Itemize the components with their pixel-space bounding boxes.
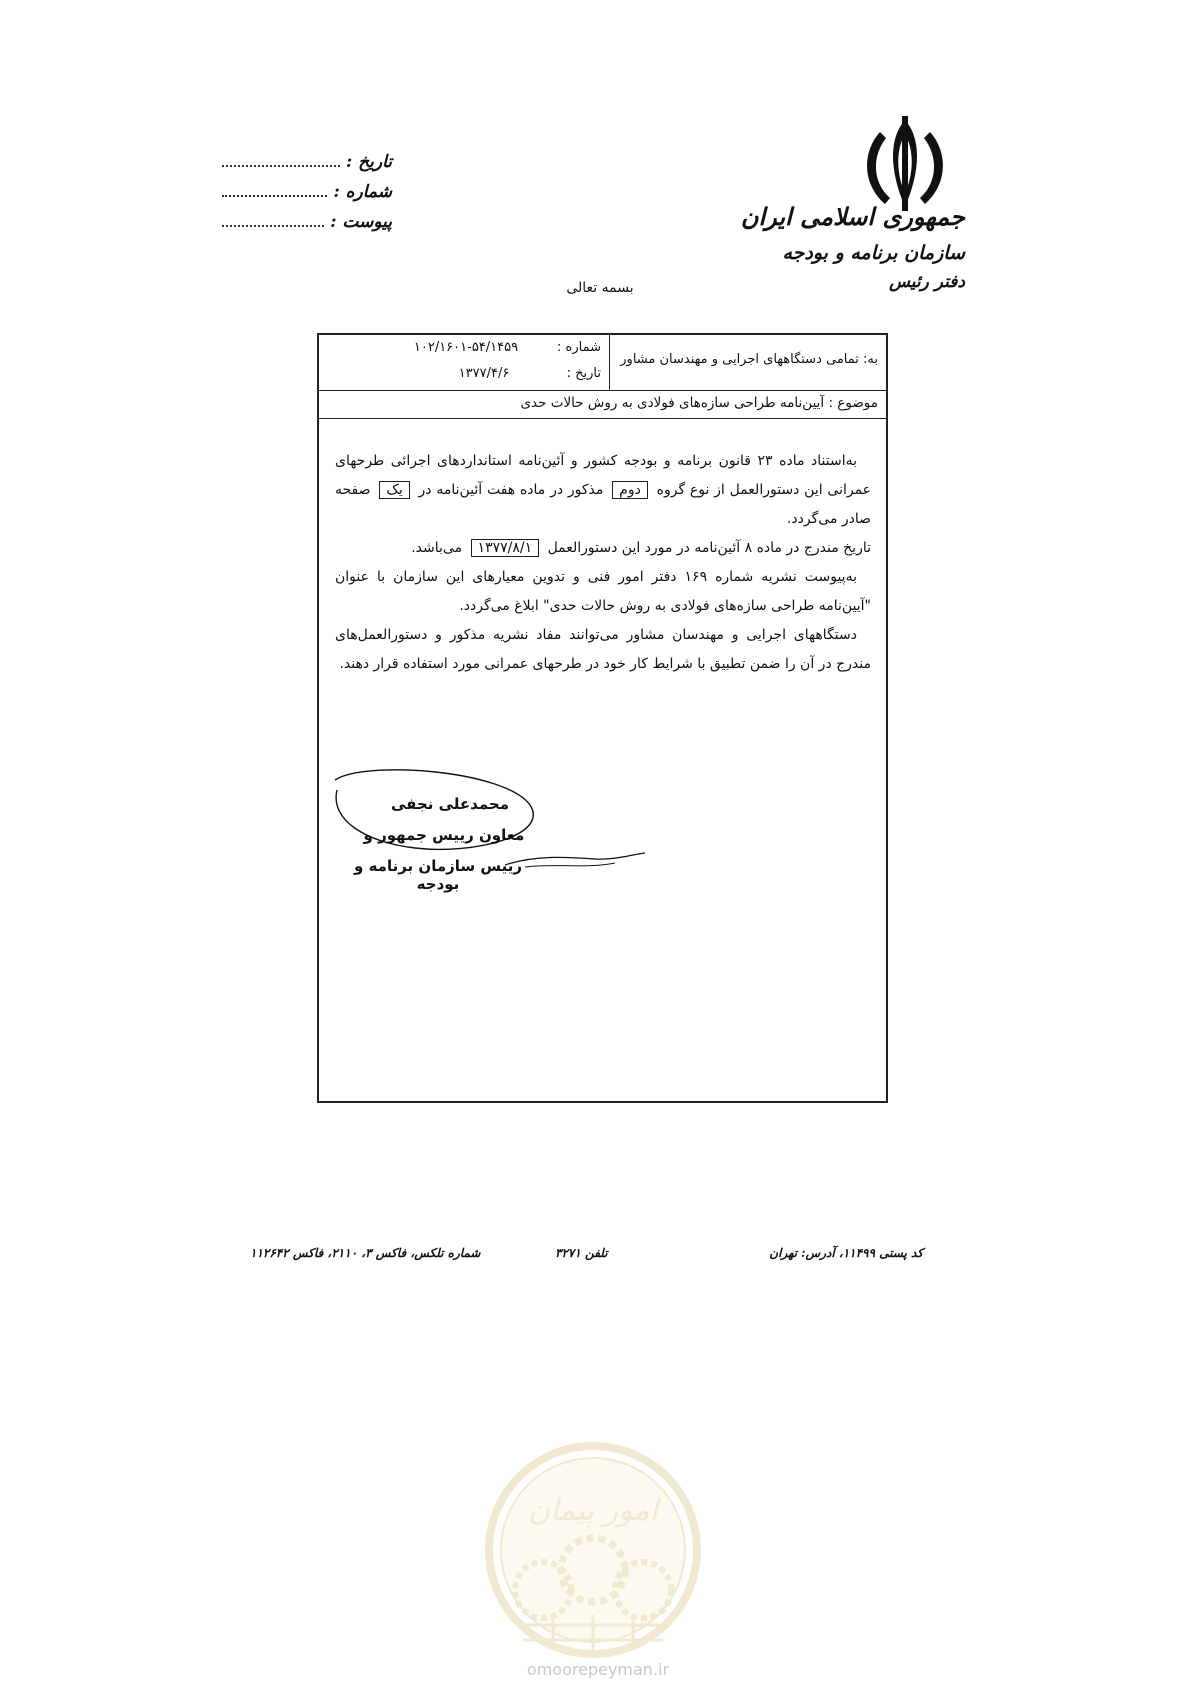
p1-text-a: به‌استناد ماده ۲۳ قانون برنامه و بودجه کشور و آئین‌نامه استانداردهای اجرائی طرحهای عمرانی این دستورالعمل از نوع گروه bbox=[335, 453, 872, 498]
pages-box: یک bbox=[379, 481, 409, 499]
watermark-logo-icon bbox=[483, 1440, 703, 1660]
meta-date-label: تاریخ : bbox=[345, 152, 392, 172]
meta-attachment-blank bbox=[222, 224, 324, 227]
meta-attachment-label: پیوست : bbox=[330, 212, 392, 232]
letter-number-label: شماره : bbox=[557, 340, 601, 355]
paragraph-2 bbox=[335, 534, 871, 563]
signer-name: محمدعلی نجفی bbox=[390, 795, 509, 813]
signature-stroke bbox=[505, 845, 645, 875]
letter-body bbox=[335, 447, 871, 679]
invocation: بسمه تعالی bbox=[566, 280, 634, 296]
watermark-brand: امور پیمان bbox=[528, 1493, 658, 1528]
letter-frame bbox=[317, 333, 888, 1103]
footer-phone: تلفن ۳۲۷۱ bbox=[555, 1246, 608, 1260]
p2-text-b: می‌باشد. bbox=[411, 540, 463, 556]
paragraph-3: به‌پیوست نشریه شماره ۱۶۹ دفتر امور فنی و تدوین معیارهای این سازمان با عنوان "آیین‌نامه طراحی سازه‌های فولادی به روش حالات حدی" ابلاغ می‌گردد. bbox=[335, 569, 871, 614]
watermark-url: omoorepeyman.ir bbox=[526, 1660, 670, 1679]
p2-text-a: تاریخ مندرج در ماده ۸ آئین‌نامه در مورد این دستورالعمل bbox=[547, 540, 871, 556]
recipient: به: تمامی دستگاههای اجرایی و مهندسان مشاور bbox=[620, 352, 878, 367]
org-office: دفتر رئیس bbox=[889, 272, 965, 292]
letter-date-value: ۱۳۷۷/۴/۶ bbox=[458, 366, 510, 381]
p1-text-b: مذکور در ماده هفت آئین‌نامه در bbox=[418, 482, 604, 498]
group-box: دوم bbox=[612, 481, 648, 499]
letter-date-label: تاریخ : bbox=[566, 366, 601, 381]
meta-date-row bbox=[222, 148, 392, 172]
footer-fax: شماره تلکس، فاکس ۳، ۲۱۱۰، فاکس ۱۱۲۶۴۲ bbox=[250, 1246, 481, 1260]
letter-number-value: ۱۰۲/۱۶۰۱-۵۴/۱۴۵۹ bbox=[413, 340, 519, 355]
subject: موضوع : آیین‌نامه طراحی سازه‌های فولادی به روش حالات حدی bbox=[520, 395, 878, 411]
org-name: جمهوری اسلامی ایران bbox=[740, 202, 965, 231]
letter-header bbox=[319, 335, 886, 391]
meta-number-label: شماره : bbox=[333, 182, 392, 202]
meta-attachment-row bbox=[222, 208, 392, 232]
p1-text-c: صفحه صادر می‌گردد. bbox=[335, 482, 871, 527]
paragraph-4: دستگاههای اجرایی و مهندسان مشاور می‌توانند مفاد نشریه مذکور و دستورالعمل‌های مندرج در آن را ضمن تطبیق با شرایط کار خود در طرحهای عمرانی مورد استفاده قرار دهند. bbox=[335, 627, 871, 672]
subject-row bbox=[319, 390, 886, 419]
signer-title-2: رییس سازمان برنامه و بودجه bbox=[354, 857, 522, 893]
header-divider bbox=[609, 335, 610, 390]
org-department: سازمان برنامه و بودجه bbox=[782, 242, 965, 264]
footer-address: کد پستی ۱۱۴۹۹، آدرس: تهران bbox=[769, 1246, 923, 1260]
meta-date-blank bbox=[222, 164, 340, 167]
meta-number-row bbox=[222, 178, 392, 202]
signer-title-1: معاون رییس جمهور و bbox=[363, 826, 525, 844]
meta-number-blank bbox=[222, 194, 327, 197]
effective-date-box: ۱۳۷۷/۸/۱ bbox=[471, 539, 540, 557]
paragraph-1 bbox=[335, 447, 871, 534]
